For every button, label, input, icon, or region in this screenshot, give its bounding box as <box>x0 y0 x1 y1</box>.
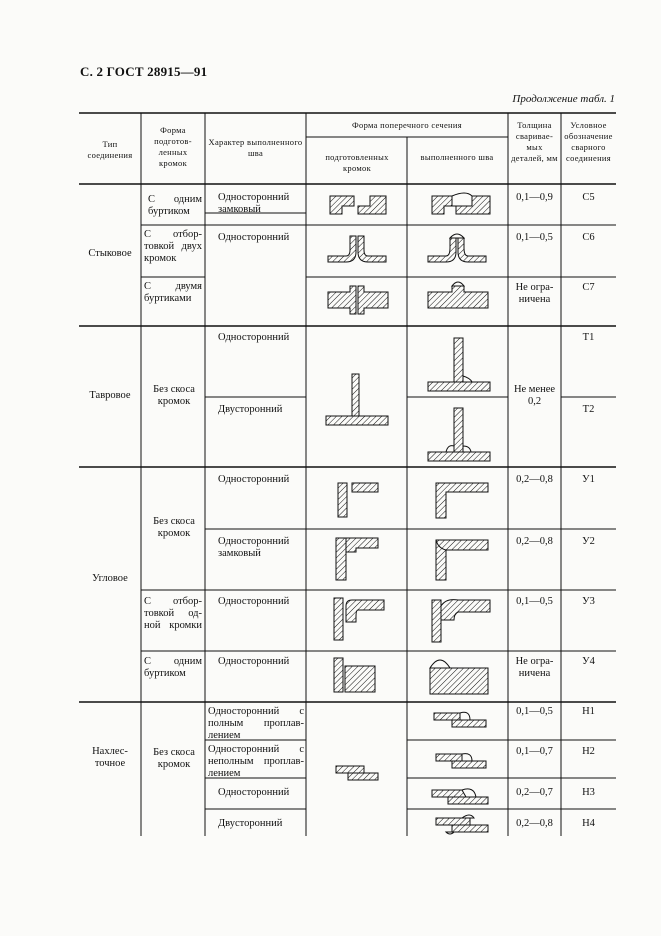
weld-t1: Односторонний <box>218 332 290 343</box>
weld-n3: Односторонний <box>218 787 290 798</box>
weld-n2: Односторонний с неполным проплав-лением <box>208 744 304 780</box>
code-n3: Н3 <box>582 787 595 798</box>
sketch-u3-prepared <box>334 598 384 640</box>
code-n1: Н1 <box>582 706 595 717</box>
page-header: С. 2 ГОСТ 28915—91 <box>80 64 208 79</box>
code-c5: С5 <box>582 192 595 203</box>
weld-c5: Односторонний замковый <box>218 192 290 216</box>
sketch-lap-prepared <box>336 766 378 780</box>
group-butt: Стыковое <box>88 248 132 259</box>
edge-tee: Без скоса кромок <box>153 384 195 408</box>
header-joint-type: Тип соединения <box>87 139 133 161</box>
thickness-n4: 0,2—0,8 <box>516 818 553 829</box>
group-corner: Угловое <box>92 573 128 584</box>
weld-u3: Односторонний <box>218 596 290 607</box>
sketch-n3-finished <box>432 789 488 804</box>
thickness-n2: 0,1—0,7 <box>516 746 553 757</box>
weld-t2: Двусторонний <box>218 404 283 415</box>
weld-u2: Односторонний замковый <box>218 536 290 560</box>
sketch-c7-prepared <box>328 286 388 314</box>
thickness-u1: 0,2—0,8 <box>516 474 553 485</box>
header-finished-weld: выполненного шва <box>420 152 494 162</box>
code-u2: У2 <box>582 536 595 547</box>
thickness-c7: Не огра-ничена <box>515 282 554 306</box>
code-u3: У3 <box>582 596 595 607</box>
sketch-u4-prepared <box>334 658 375 692</box>
group-tee: Тавровое <box>89 390 131 401</box>
edge-corner-nobevel: Без скоса кромок <box>153 516 195 540</box>
header-cross-section: Форма поперечного сечения <box>352 120 462 130</box>
thickness-u2: 0,2—0,8 <box>516 536 553 547</box>
header-edge-form: Форма подготов-ленных кромок <box>154 125 192 169</box>
header-weld-character: Характер выполненного шва <box>208 137 303 159</box>
sketch-t1-finished <box>428 338 490 391</box>
sketch-u3-finished <box>432 600 490 642</box>
sketch-tee-prepared <box>326 374 388 425</box>
edge-c5: С одним буртиком <box>148 194 202 218</box>
table-continuation-label: Продолжение табл. 1 <box>512 93 615 105</box>
weld-n4: Двусторонний <box>218 818 283 829</box>
code-c7: С7 <box>582 282 595 293</box>
sketch-c6-finished <box>428 234 486 262</box>
sketch-c6-prepared <box>328 236 386 262</box>
weld-u4: Односторонний <box>218 656 290 667</box>
edge-c7: С двумя буртиками <box>144 281 202 305</box>
thickness-c6: 0,1—0,5 <box>516 232 553 243</box>
code-t1: Т1 <box>582 332 595 343</box>
sketch-n4-finished <box>436 815 488 834</box>
code-u4: У4 <box>582 656 595 667</box>
edge-c6: С отбор-товкой двух кромок <box>144 229 202 265</box>
thickness-u3: 0,1—0,5 <box>516 596 553 607</box>
thickness-tee: Не менее 0,2 <box>513 384 556 408</box>
edge-lap: Без скоса кромок <box>153 747 195 771</box>
weld-u1: Односторонний <box>218 474 290 485</box>
edge-u4: С одним буртиком <box>144 656 202 680</box>
sketch-n2-finished <box>436 754 486 768</box>
sketch-n1-finished <box>434 712 486 727</box>
sketch-u1-prepared <box>338 483 378 517</box>
header-thickness: Толщина сваривае-мых деталей, мм <box>511 120 558 164</box>
sketch-u2-prepared <box>336 538 378 580</box>
sketch-u4-finished <box>430 660 488 694</box>
header-designation: Условное обозначение сварного соединения <box>564 120 613 164</box>
thickness-n3: 0,2—0,7 <box>516 787 553 798</box>
sketch-t2-finished <box>428 408 490 461</box>
sketch-c5-prepared <box>330 196 386 214</box>
edge-u3: С отбор-товкой од-ной кромки <box>144 596 202 632</box>
sketch-c7-finished <box>428 282 488 308</box>
code-u1: У1 <box>582 474 595 485</box>
code-t2: Т2 <box>582 404 595 415</box>
code-n2: Н2 <box>582 746 595 757</box>
header-prepared-edges: подготовленных кромок <box>325 152 389 174</box>
thickness-c5: 0,1—0,9 <box>516 192 553 203</box>
weld-n1: Односторонний с полным проплав-лением <box>208 706 304 742</box>
group-lap: Нахлес-точное <box>92 746 128 770</box>
thickness-u4: Не огра-ничена <box>515 656 554 680</box>
sketch-u2-finished <box>436 540 488 580</box>
sketch-u1-finished <box>436 483 488 518</box>
weld-c6: Односторонний <box>218 232 290 243</box>
sketch-c5-finished <box>432 193 490 214</box>
code-n4: Н4 <box>582 818 595 829</box>
code-c6: С6 <box>582 232 595 243</box>
thickness-n1: 0,1—0,5 <box>516 706 553 717</box>
